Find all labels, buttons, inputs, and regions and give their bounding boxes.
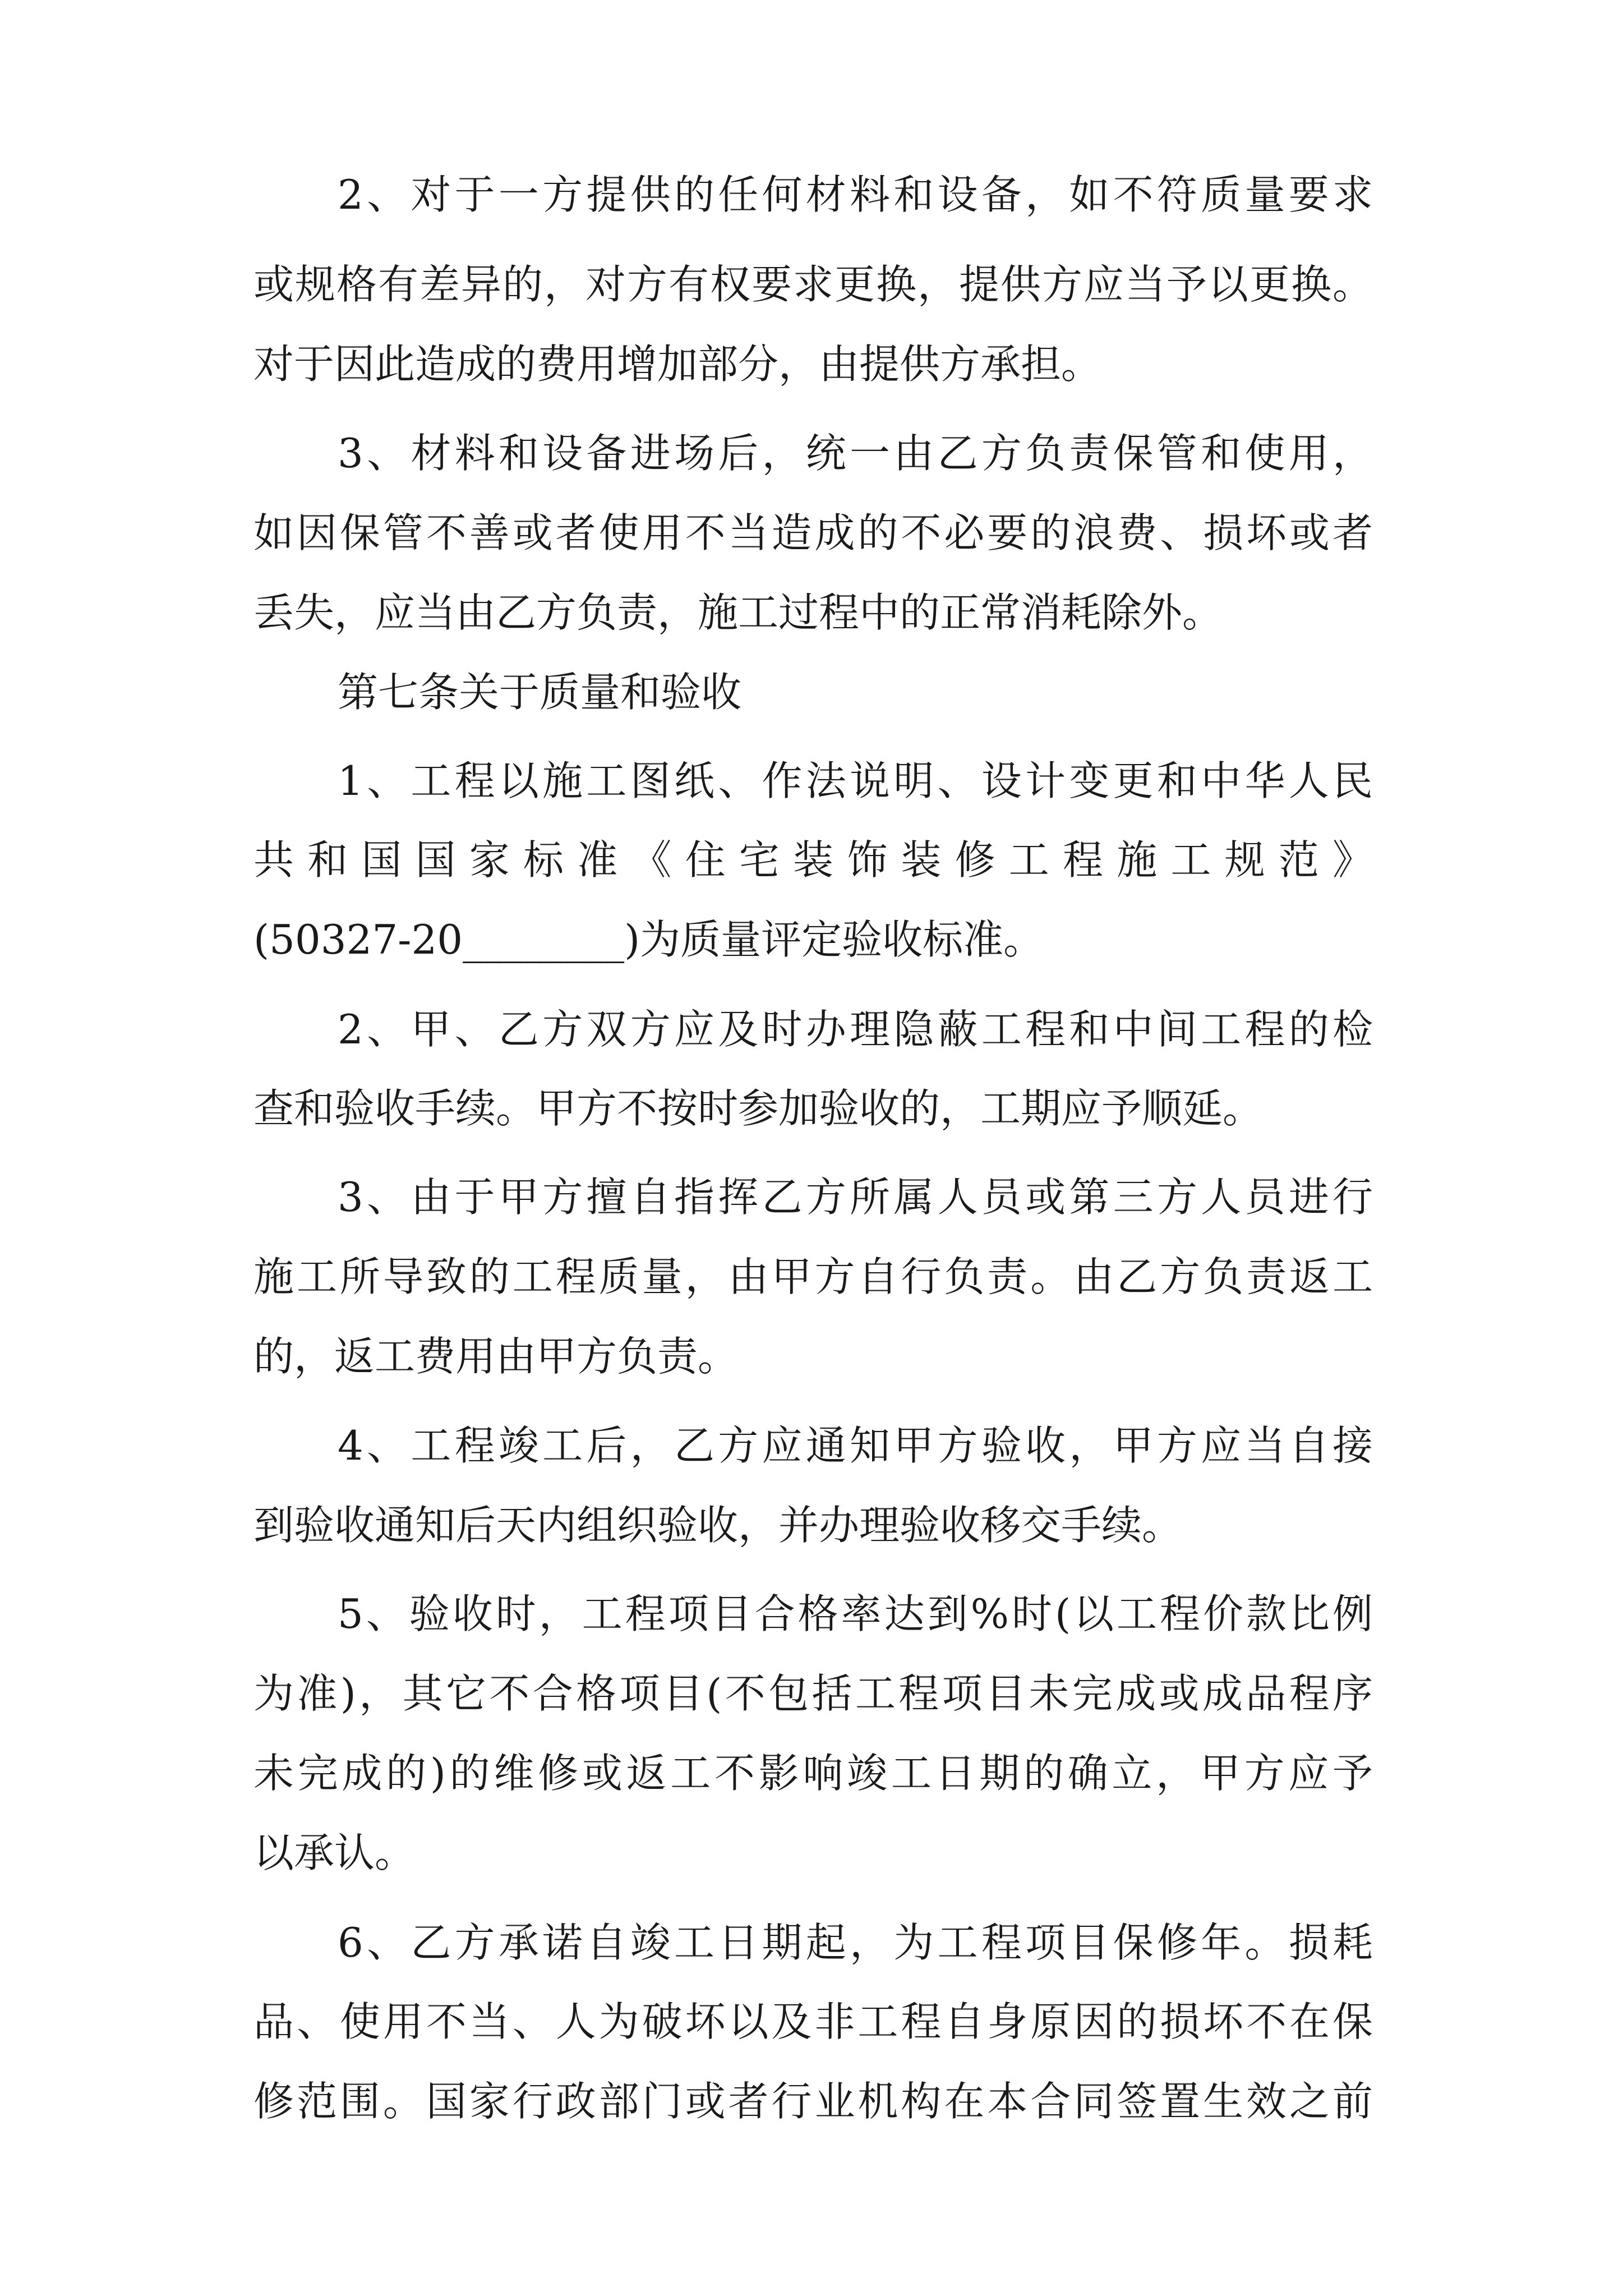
text-line: 如因保管不善或者使用不当造成的不必要的浪费、损坏或者 xyxy=(253,509,1373,556)
text-line: 对于因此造成的费用增加部分，由提供方承担。 xyxy=(253,341,1102,388)
text-line: 第七条关于质量和验收 xyxy=(338,669,742,716)
text-line: 到验收通知后天内组织验收，并办理验收移交手续。 xyxy=(253,1502,1183,1549)
text-line: 2、对于一方提供的任何材料和设备，如不符质量要求 xyxy=(338,171,1373,218)
text-line: 施工所导致的工程质量，由甲方自行负责。由乙方负责返工 xyxy=(253,1253,1373,1300)
text-line: 3、材料和设备进场后，统一由乙方负责保管和使用， xyxy=(338,430,1373,477)
text-line: 修范围。国家行政部门或者行业机构在本合同签置生效之前 xyxy=(253,2078,1373,2125)
text-line: 品、使用不当、人为破坏以及非工程自身原因的损坏不在保 xyxy=(253,1998,1373,2045)
text-line: (50327-20________)为质量评定验收标准。 xyxy=(253,916,1044,963)
text-line: 共和国国家标准《住宅装饰装修工程施工规范》 xyxy=(253,836,1373,884)
text-line: 查和验收手续。甲方不按时参加验收的，工期应予顺延。 xyxy=(253,1085,1264,1132)
text-line: 或规格有差异的，对方有权要求更换，提供方应当予以更换。 xyxy=(253,261,1373,308)
text-line: 5、验收时，工程项目合格率达到%时(以工程价款比例 xyxy=(338,1590,1373,1637)
text-line: 3、由于甲方擅自指挥乙方所属人员或第三方人员进行 xyxy=(338,1174,1373,1221)
text-line: 1、工程以施工图纸、作法说明、设计变更和中华人民 xyxy=(338,757,1373,804)
text-line: 4、工程竣工后，乙方应通知甲方验收，甲方应当自接 xyxy=(338,1422,1373,1469)
text-line: 为准)，其它不合格项目(不包括工程项目未完成或成品程序 xyxy=(253,1670,1373,1717)
text-line: 未完成的)的维修或返工不影响竣工日期的确立，甲方应予 xyxy=(253,1750,1373,1797)
text-line: 的，返工费用由甲方负责。 xyxy=(253,1333,739,1380)
text-line: 以承认。 xyxy=(253,1829,416,1876)
text-line: 丢失，应当由乙方负责，施工过程中的正常消耗除外。 xyxy=(253,589,1223,636)
text-line: 2、甲、乙方双方应及时办理隐蔽工程和中间工程的检 xyxy=(338,1006,1373,1053)
text-line: 6、乙方承诺自竣工日期起，为工程项目保修年。损耗 xyxy=(338,1919,1373,1966)
